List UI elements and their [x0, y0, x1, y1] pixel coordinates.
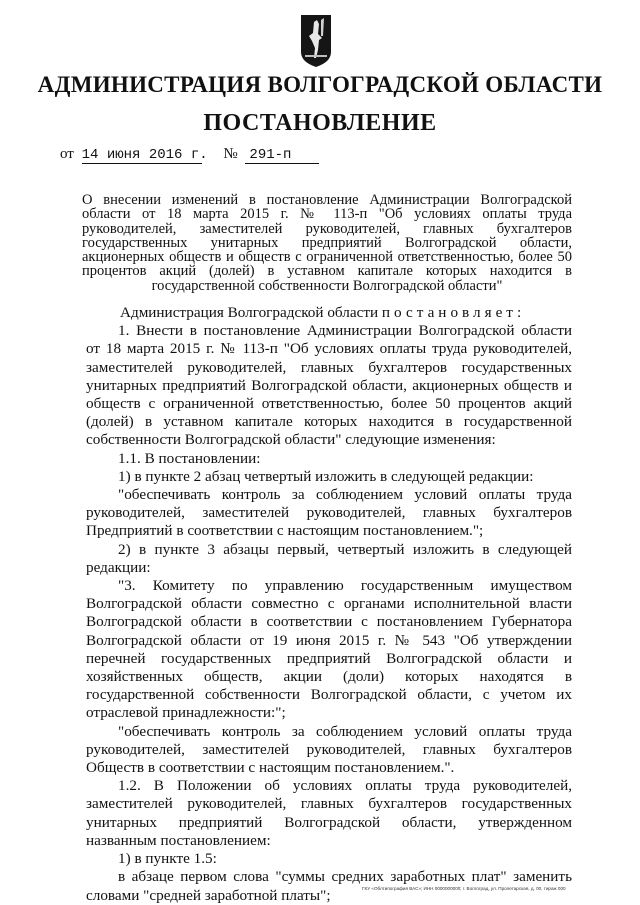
body-paragraph: 1) в пункте 1.5:: [118, 850, 217, 868]
document-subject: О внесении изменений в постановление Администрации Волгоградской области от 18 марта 2015 г. № 113-п "Об условиях оплаты труда руководителей, заместителей руководителей, главных бухгалтеров государственных унитарных предприятий Волгоградской области, акционерных обществ и обществ с ограниченной ответственностью, более 50 процентов акций (долей) в уставном капитале которых находится в государственной собственности Волгоградской области": [82, 192, 572, 294]
organization-title: АДМИНИСТРАЦИЯ ВОЛГОГРАДСКОЙ ОБЛАСТИ: [37, 72, 603, 97]
body-paragraph: 1) в пункте 2 абзац четвертый изложить в следующей редакции:: [118, 467, 534, 485]
document-date-number-line: [60, 146, 319, 164]
preamble: [86, 304, 572, 322]
date-prefix: от: [60, 146, 74, 162]
preamble-verb: постановляет:: [381, 304, 526, 321]
document-number: 291-п: [245, 147, 319, 164]
preamble-subject: Администрация Волгоградской области: [120, 304, 379, 321]
body-paragraph: "обеспечивать контроль за соблюдением условий оплаты труда руководителей, заместителей руководителей, главных бухгалтеров Предприятий в соответствии с настоящим постановлением.";: [86, 486, 572, 540]
body-paragraph: 2) в пункте 3 абзацы первый, четвертый изложить в следующей редакции:: [86, 540, 572, 576]
document-body: [86, 304, 572, 905]
body-paragraph: 1.2. В Положении об условиях оплаты труда руководителей, заместителей руководителей, главных бухгалтеров государственных унитарных предприятий Волгоградской области, утвержденном названным постановлением:: [86, 777, 572, 849]
body-paragraph: в абзаце первом слова "суммы средних заработных плат" заменить словами "средней заработной платы";: [86, 868, 572, 904]
print-mark: ГКУ «Облтипография ВАС»; ИНН 0000000000; г. Волгоград, ул. Пролетарская, д. 00, тираж 000: [362, 886, 566, 891]
body-paragraph: 1. Внести в постановление Администрации Волгоградской области от 18 марта 2015 г. № 113-п "Об условиях оплаты труда руководителей, заместителей руководителей, главных бухгалтеров государственных унитарных предприятий Волгоградской области, акционерных обществ и обществ с ограниченной ответственностью, более 50 процентов акций (долей) в уставном капитале которых находится в государственной собственности Волгоградской области" следующие изменения:: [86, 322, 572, 449]
body-paragraph: 1.1. В постановлении:: [118, 449, 261, 467]
document-date: 14 июня 2016 г.: [81, 147, 208, 163]
volgograd-region-emblem-icon: [299, 14, 333, 68]
document-type-title: ПОСТАНОВЛЕНИЕ: [203, 110, 437, 136]
body-paragraph: "3. Комитету по управлению государственным имуществом Волгоградской области совместно с органами исполнительной власти Волгоградской области в соответствии с постановлением Губернатора Волгоградской области от 19 июня 2015 г. № 543 "Об утверждении перечней государственных предприятий Волгоградской области и хозяйственных обществ, акции (доли) которых находятся в государственной собственности Волгоградской области, с учетом их отраслевой принадлежности:";: [86, 577, 572, 722]
body-paragraph: "обеспечивать контроль за соблюдением условий оплаты труда руководителей, заместителей руководителей, главных бухгалтеров Обществ в соответствии с настоящим постановлением.".: [86, 722, 572, 777]
number-prefix: №: [223, 146, 238, 162]
